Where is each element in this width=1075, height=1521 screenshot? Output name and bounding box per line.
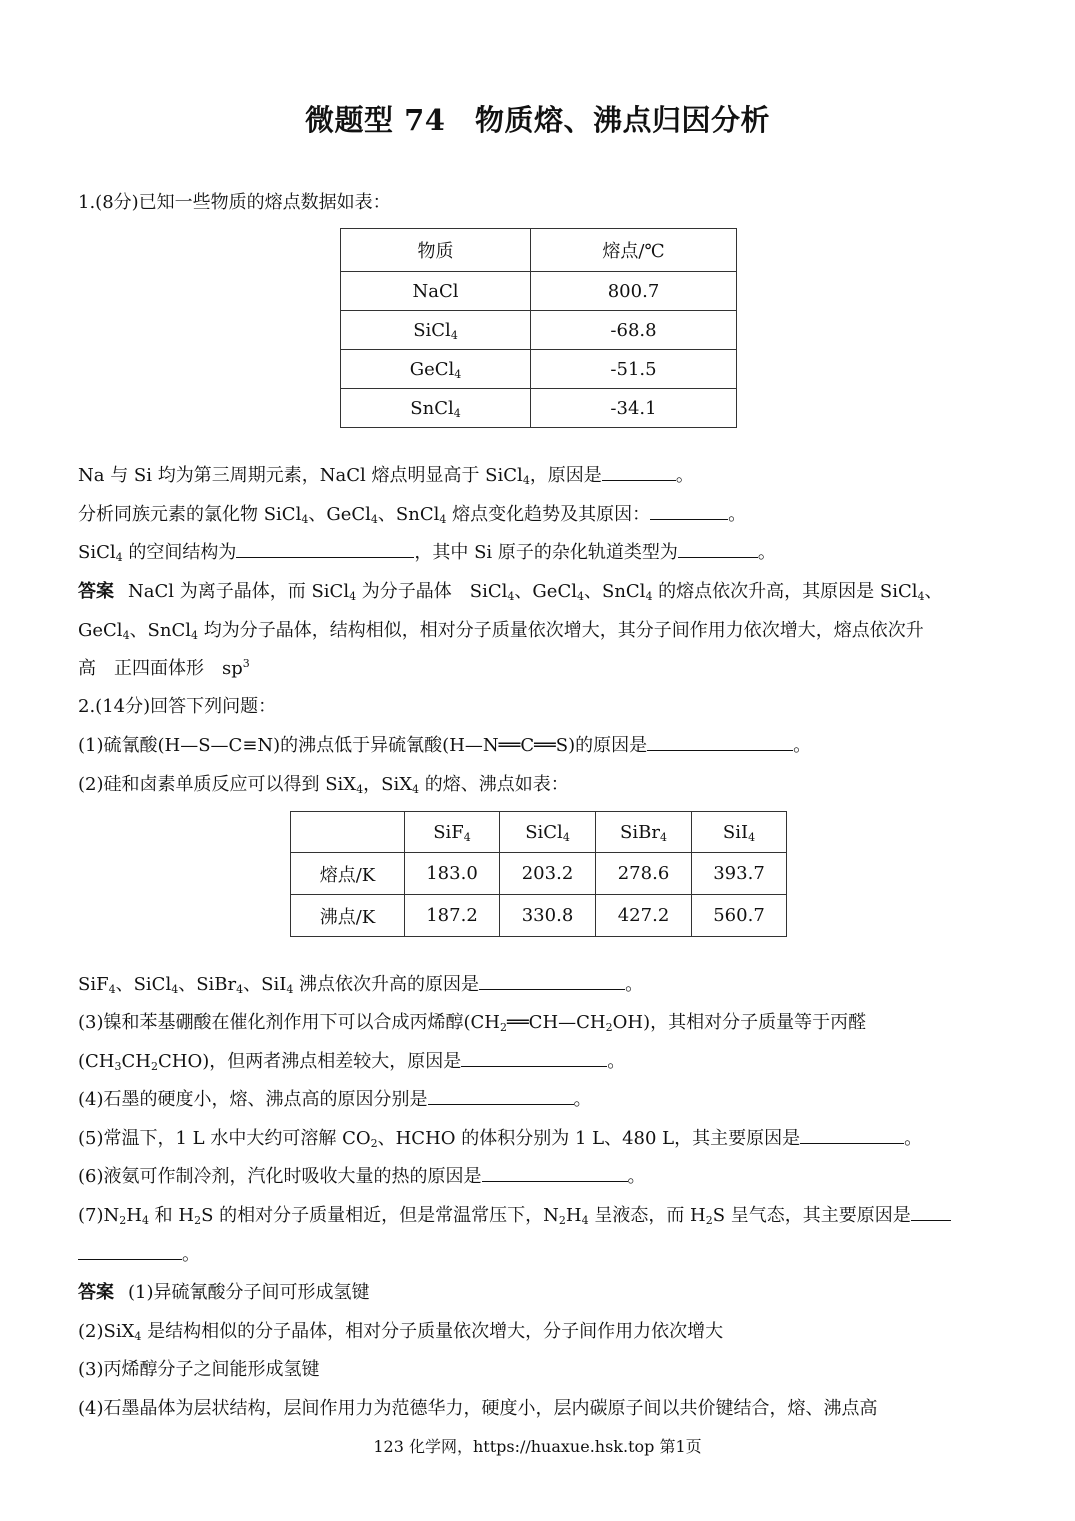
answer-label: 答案	[78, 1282, 114, 1303]
answer-blank[interactable]	[78, 1243, 182, 1260]
q2-part-5: (5)常温下，1 L 水中大约可溶解 $CO_2$、HCHO 的体积分别为 1 L、480 L，其主要原因是 。	[78, 1128, 923, 1150]
q2-part-6: (6)液氨可作制冷剂，汽化时吸收大量的热的原因是 。	[78, 1166, 646, 1187]
q1-answer-line-3: 高 正四面体形 $sp^3$	[78, 657, 250, 679]
table-cell: 393.7	[692, 853, 787, 895]
q1-melting-table	[340, 228, 737, 428]
table-cell: 203.2	[500, 853, 596, 895]
table-row	[341, 350, 737, 389]
table-cell: 278.6	[596, 853, 692, 895]
q1-col-header-mp: 熔点/℃	[531, 229, 737, 272]
table-row	[291, 853, 787, 895]
table-row	[341, 389, 737, 428]
table-cell: -51.5	[531, 350, 737, 389]
q1-col-header-substance: 物质	[341, 229, 531, 272]
table-cell	[291, 812, 405, 853]
table-cell: 183.0	[405, 853, 500, 895]
q2-part-7-cont: 。	[78, 1243, 998, 1267]
q2-part-2-question: SiF$_4$、SiCl$_4$、SiBr$_4$、SiI$_4$ 沸点依次升高的原因是 。	[78, 974, 644, 996]
page-title: 微题型 74 物质熔、沸点归因分析	[305, 103, 770, 137]
q2-part-2: (2)硅和卤素单质反应可以得到 SiX$_4$，SiX$_4$ 的熔、沸点如表：	[78, 774, 569, 796]
q1-question-3: SiCl$_4$ 的空间结构为 ，其中 Si 原子的杂化轨道类型为 。	[78, 542, 776, 564]
table-cell: NaCl	[341, 272, 531, 311]
page-footer: 123 化学网，https://huaxue.hsk.top 第1页	[373, 1437, 702, 1456]
q2-header: 2.(14分)回答下列问题：	[78, 696, 277, 717]
table-row-label: 沸点/K	[291, 895, 405, 937]
q2-six4-table	[290, 811, 787, 937]
q2-answer-3: (3)丙烯醇分子之间能形成氢键	[78, 1359, 320, 1380]
table-row	[341, 272, 737, 311]
table-header-cell: SiF$_4$	[405, 812, 500, 853]
answer-blank[interactable]	[650, 503, 728, 520]
q1-question-2: 分析同族元素的氯化物 SiCl$_4$、GeCl$_4$、SnCl$_4$ 熔点变化趋势及其原因： 。	[78, 504, 747, 526]
table-cell: -68.8	[531, 311, 737, 350]
table-header-cell: SiBr$_4$	[596, 812, 692, 853]
answer-blank[interactable]	[461, 1050, 607, 1067]
table-cell: -34.1	[531, 389, 737, 428]
q2-part-1: (1)硫氰酸(H—S—C≡N)的沸点低于异硫氰酸(H—N══C══S)的原因是 。	[78, 735, 812, 756]
q1-answer-line-1: 答案 NaCl 为离子晶体，而 SiCl$_4$ 为分子晶体 SiCl$_4$、GeCl$_4$、SnCl$_4$ 的熔点依次升高，其原因是 SiCl$_4$、	[78, 581, 943, 603]
answer-blank[interactable]	[602, 464, 676, 481]
table-header-row	[291, 812, 787, 853]
answer-blank[interactable]	[800, 1127, 904, 1144]
table-cell: 330.8	[500, 895, 596, 937]
q2-part-4: (4)石墨的硬度小，熔、沸点高的原因分别是 。	[78, 1089, 592, 1110]
q1-question-1: Na 与 Si 均为第三周期元素，NaCl 熔点明显高于 SiCl$_4$，原因是 。	[78, 465, 694, 487]
q1-header: 1.(8分)已知一些物质的熔点数据如表：	[78, 192, 391, 213]
answer-blank[interactable]	[678, 541, 758, 558]
table-cell: 560.7	[692, 895, 787, 937]
table-cell: 187.2	[405, 895, 500, 937]
table-cell: 427.2	[596, 895, 692, 937]
answer-blank[interactable]	[911, 1204, 951, 1221]
q2-answer-4: (4)石墨晶体为层状结构，层间作用力为范德华力，硬度小，层内碳原子间以共价键结合，熔、沸点高	[78, 1398, 878, 1419]
table-cell: SiCl$_4$	[341, 311, 531, 350]
table-row	[341, 311, 737, 350]
answer-label: 答案	[78, 581, 114, 602]
q2-answer-2: (2)SiX$_4$ 是结构相似的分子晶体，相对分子质量依次增大，分子间作用力依次增大	[78, 1321, 724, 1343]
q1-answer-line-2: GeCl$_4$、SnCl$_4$ 均为分子晶体，结构相似，相对分子质量依次增大，其分子间作用力依次增大，熔点依次升	[78, 620, 924, 642]
table-header-cell: SiCl$_4$	[500, 812, 596, 853]
q2-part-3: (3)镍和苯基硼酸在催化剂作用下可以合成丙烯醇$(CH_2══CH—CH_2OH)$，其相对分子质量等于丙醛	[78, 1012, 867, 1034]
table-cell: 800.7	[531, 272, 737, 311]
q2-part-7: $(7)N_2H_4$ 和 $H_2S$ 的相对分子质量相近，但是常温常压下，$N_2H_4$ 呈液态，而 $H_2S$ 呈气态，其主要原因是	[78, 1204, 998, 1228]
answer-blank[interactable]	[428, 1088, 574, 1105]
table-cell: SnCl$_4$	[341, 389, 531, 428]
answer-blank[interactable]	[482, 1165, 628, 1182]
table-header-cell: SiI$_4$	[692, 812, 787, 853]
table-row-label: 熔点/K	[291, 853, 405, 895]
table-row	[291, 895, 787, 937]
answer-blank[interactable]	[647, 734, 793, 751]
answer-blank[interactable]	[236, 541, 414, 558]
q2-answer-1: 答案 (1)异硫氰酸分子间可形成氢键	[78, 1282, 370, 1303]
q2-part-3-cont: $(CH_3CH_2CHO)$，但两者沸点相差较大，原因是 。	[78, 1051, 626, 1073]
answer-blank[interactable]	[479, 973, 625, 990]
table-cell: GeCl$_4$	[341, 350, 531, 389]
